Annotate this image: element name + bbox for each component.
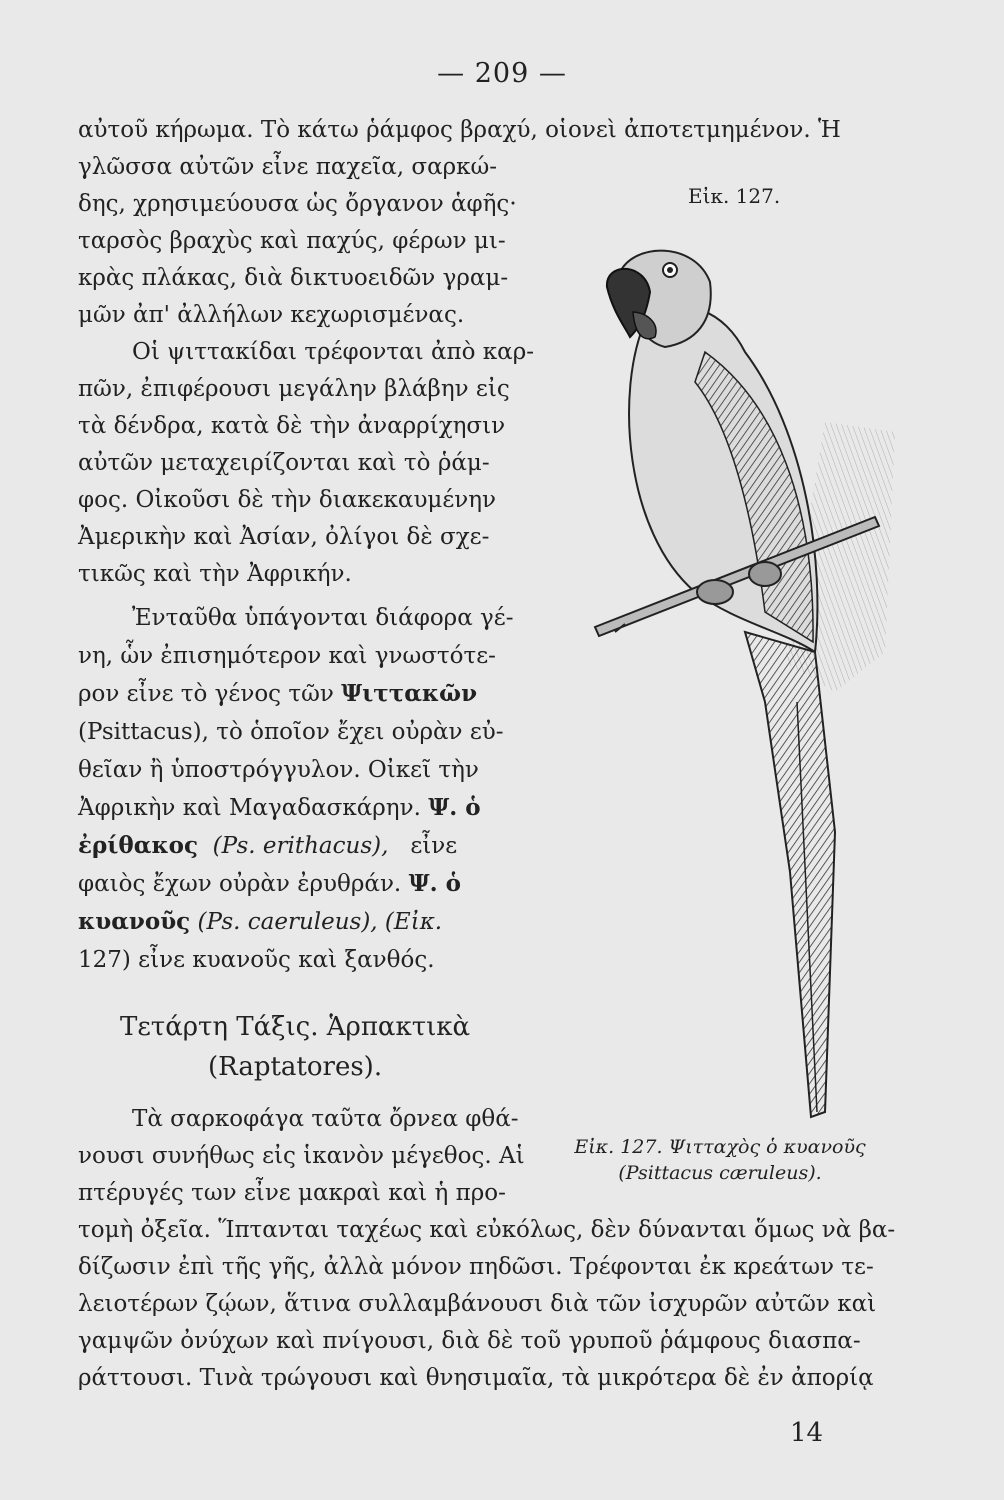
text-span: ρον εἶνε τὸ γένος τῶν (78, 681, 334, 707)
text-line: Τὰ σαρκοφάγα ταῦτα ὄρνεα φθά- (132, 1106, 519, 1132)
text-line: Οἱ ψιττακίδαι τρέφονται ἀπὸ καρ- (132, 339, 535, 365)
bold-term: ἐρίθακος (78, 832, 199, 859)
figure-caption-line: (Psittacus cæruleus). (618, 1162, 822, 1184)
bold-term: Ψ. ὁ (428, 794, 481, 821)
text-line (78, 907, 442, 937)
text-span: εἶνε (410, 833, 458, 859)
text-line: δης, χρησιμεύουσα ὡς ὄργανον ἁφῆς· (78, 191, 517, 217)
figure-caption-line: Εἰκ. 127. Ψιτταχὸς ὁ κυανοῦς (574, 1136, 866, 1158)
text-line: νη, ὧν ἐπισημότερον καὶ γνωστότε- (78, 643, 496, 669)
text-line: τικῶς καὶ τὴν Ἀφρικήν. (78, 561, 352, 587)
text-line: μῶν ἀπ' ἀλλήλων κεχωρισμένας. (78, 302, 465, 328)
figure-label: Εἰκ. 127. (688, 184, 781, 208)
text-line: τὰ δένδρα, κατὰ δὲ τὴν ἀναρρίχησιν (78, 413, 506, 439)
text-line (78, 831, 457, 861)
text-line: 127) εἶνε κυανοῦς καὶ ξανθός. (78, 947, 435, 973)
text-line: κρὰς πλάκας, διὰ δικτυοειδῶν γραμ- (78, 265, 509, 291)
text-line (78, 869, 461, 899)
text-line: γλῶσσα αὐτῶν εἶνε παχεῖα, σαρκώ- (78, 154, 498, 180)
text-line: πτέρυγές των εἶνε μακραὶ καὶ ἡ προ- (78, 1180, 506, 1206)
text-line: Ἐνταῦθα ὑπάγονται διάφορα γέ- (132, 605, 514, 631)
text-line: φος. Οἰκοῦσι δὲ τὴν διακεκαυμένην (78, 487, 497, 513)
text-line: γαμψῶν ὀνύχων καὶ πνίγουσι, διὰ δὲ τοῦ γρυποῦ ῥάμφους διασπα- (78, 1328, 861, 1354)
text-line: αὐτοῦ κήρωμα. Τὸ κάτω ῥάμφος βραχύ, οἱονεὶ ἀποτετμημένον. Ἡ (78, 117, 841, 143)
section-heading: (Raptatores). (208, 1052, 383, 1082)
latin-name: (Ps. caeruleus), (Εἰκ. (197, 909, 443, 935)
text-line (78, 679, 477, 709)
page-number: — 209 — (437, 58, 567, 89)
text-line: θεῖαν ἢ ὑποστρόγγυλον. Οἰκεῖ τὴν (78, 757, 479, 783)
text-line: πῶν, ἐπιφέρουσι μεγάλην βλάβην εἰς (78, 376, 510, 402)
text-span: φαιὸς ἔχων οὐρὰν ἐρυθράν. (78, 871, 402, 897)
signature-mark: 14 (790, 1418, 824, 1448)
parrot-pupil (667, 267, 673, 273)
parrot-tail (745, 632, 835, 1117)
text-line: (Psittacus), τὸ ὁποῖον ἔχει οὐρὰν εὐ- (78, 719, 504, 745)
text-line: λειοτέρων ζῴων, ἅτινα συλλαμβάνουσι διὰ τῶν ἰσχυρῶν αὐτῶν καὶ (78, 1291, 877, 1317)
text-line: Ἀμερικὴν καὶ Ἀσίαν, ὀλίγοι δὲ σχε- (78, 524, 490, 550)
text-span: Ἀφρικὴν καὶ Μαγαδασκάρην. (78, 795, 421, 821)
text-line (78, 793, 481, 823)
parrot-foot (749, 562, 781, 586)
parrot-illustration (585, 232, 895, 1122)
text-line: τομὴ ὀξεῖα. Ἵπτανται ταχέως καὶ εὐκόλως, δὲν δύνανται ὅμως νὰ βα- (78, 1217, 896, 1243)
parrot-foot (697, 580, 733, 604)
text-line: νουσι συνήθως εἰς ἱκανὸν μέγεθος. Αἱ (78, 1143, 525, 1169)
section-heading: Τετάρτη Τάξις. Ἁρπακτικὰ (120, 1012, 471, 1042)
latin-name: (Ps. erithacus), (212, 833, 389, 859)
text-line: δίζωσιν ἐπὶ τῆς γῆς, ἀλλὰ μόνον πηδῶσι. Τρέφονται ἐκ κρεάτων τε- (78, 1254, 874, 1280)
bold-term: Ψ. ὁ (408, 870, 461, 897)
bold-term: Ψιττακῶν (341, 680, 478, 707)
text-line: ράττουσι. Τινὰ τρώγουσι καὶ θνησιμαῖα, τὰ μικρότερα δὲ ἐν ἀπορίᾳ (78, 1365, 874, 1391)
text-line: αὐτῶν μεταχειρίζονται καὶ τὸ ῥάμ- (78, 450, 490, 476)
text-line: ταρσὸς βραχὺς καὶ παχύς, φέρων μι- (78, 228, 506, 254)
bold-term: κυανοῦς (78, 908, 191, 935)
